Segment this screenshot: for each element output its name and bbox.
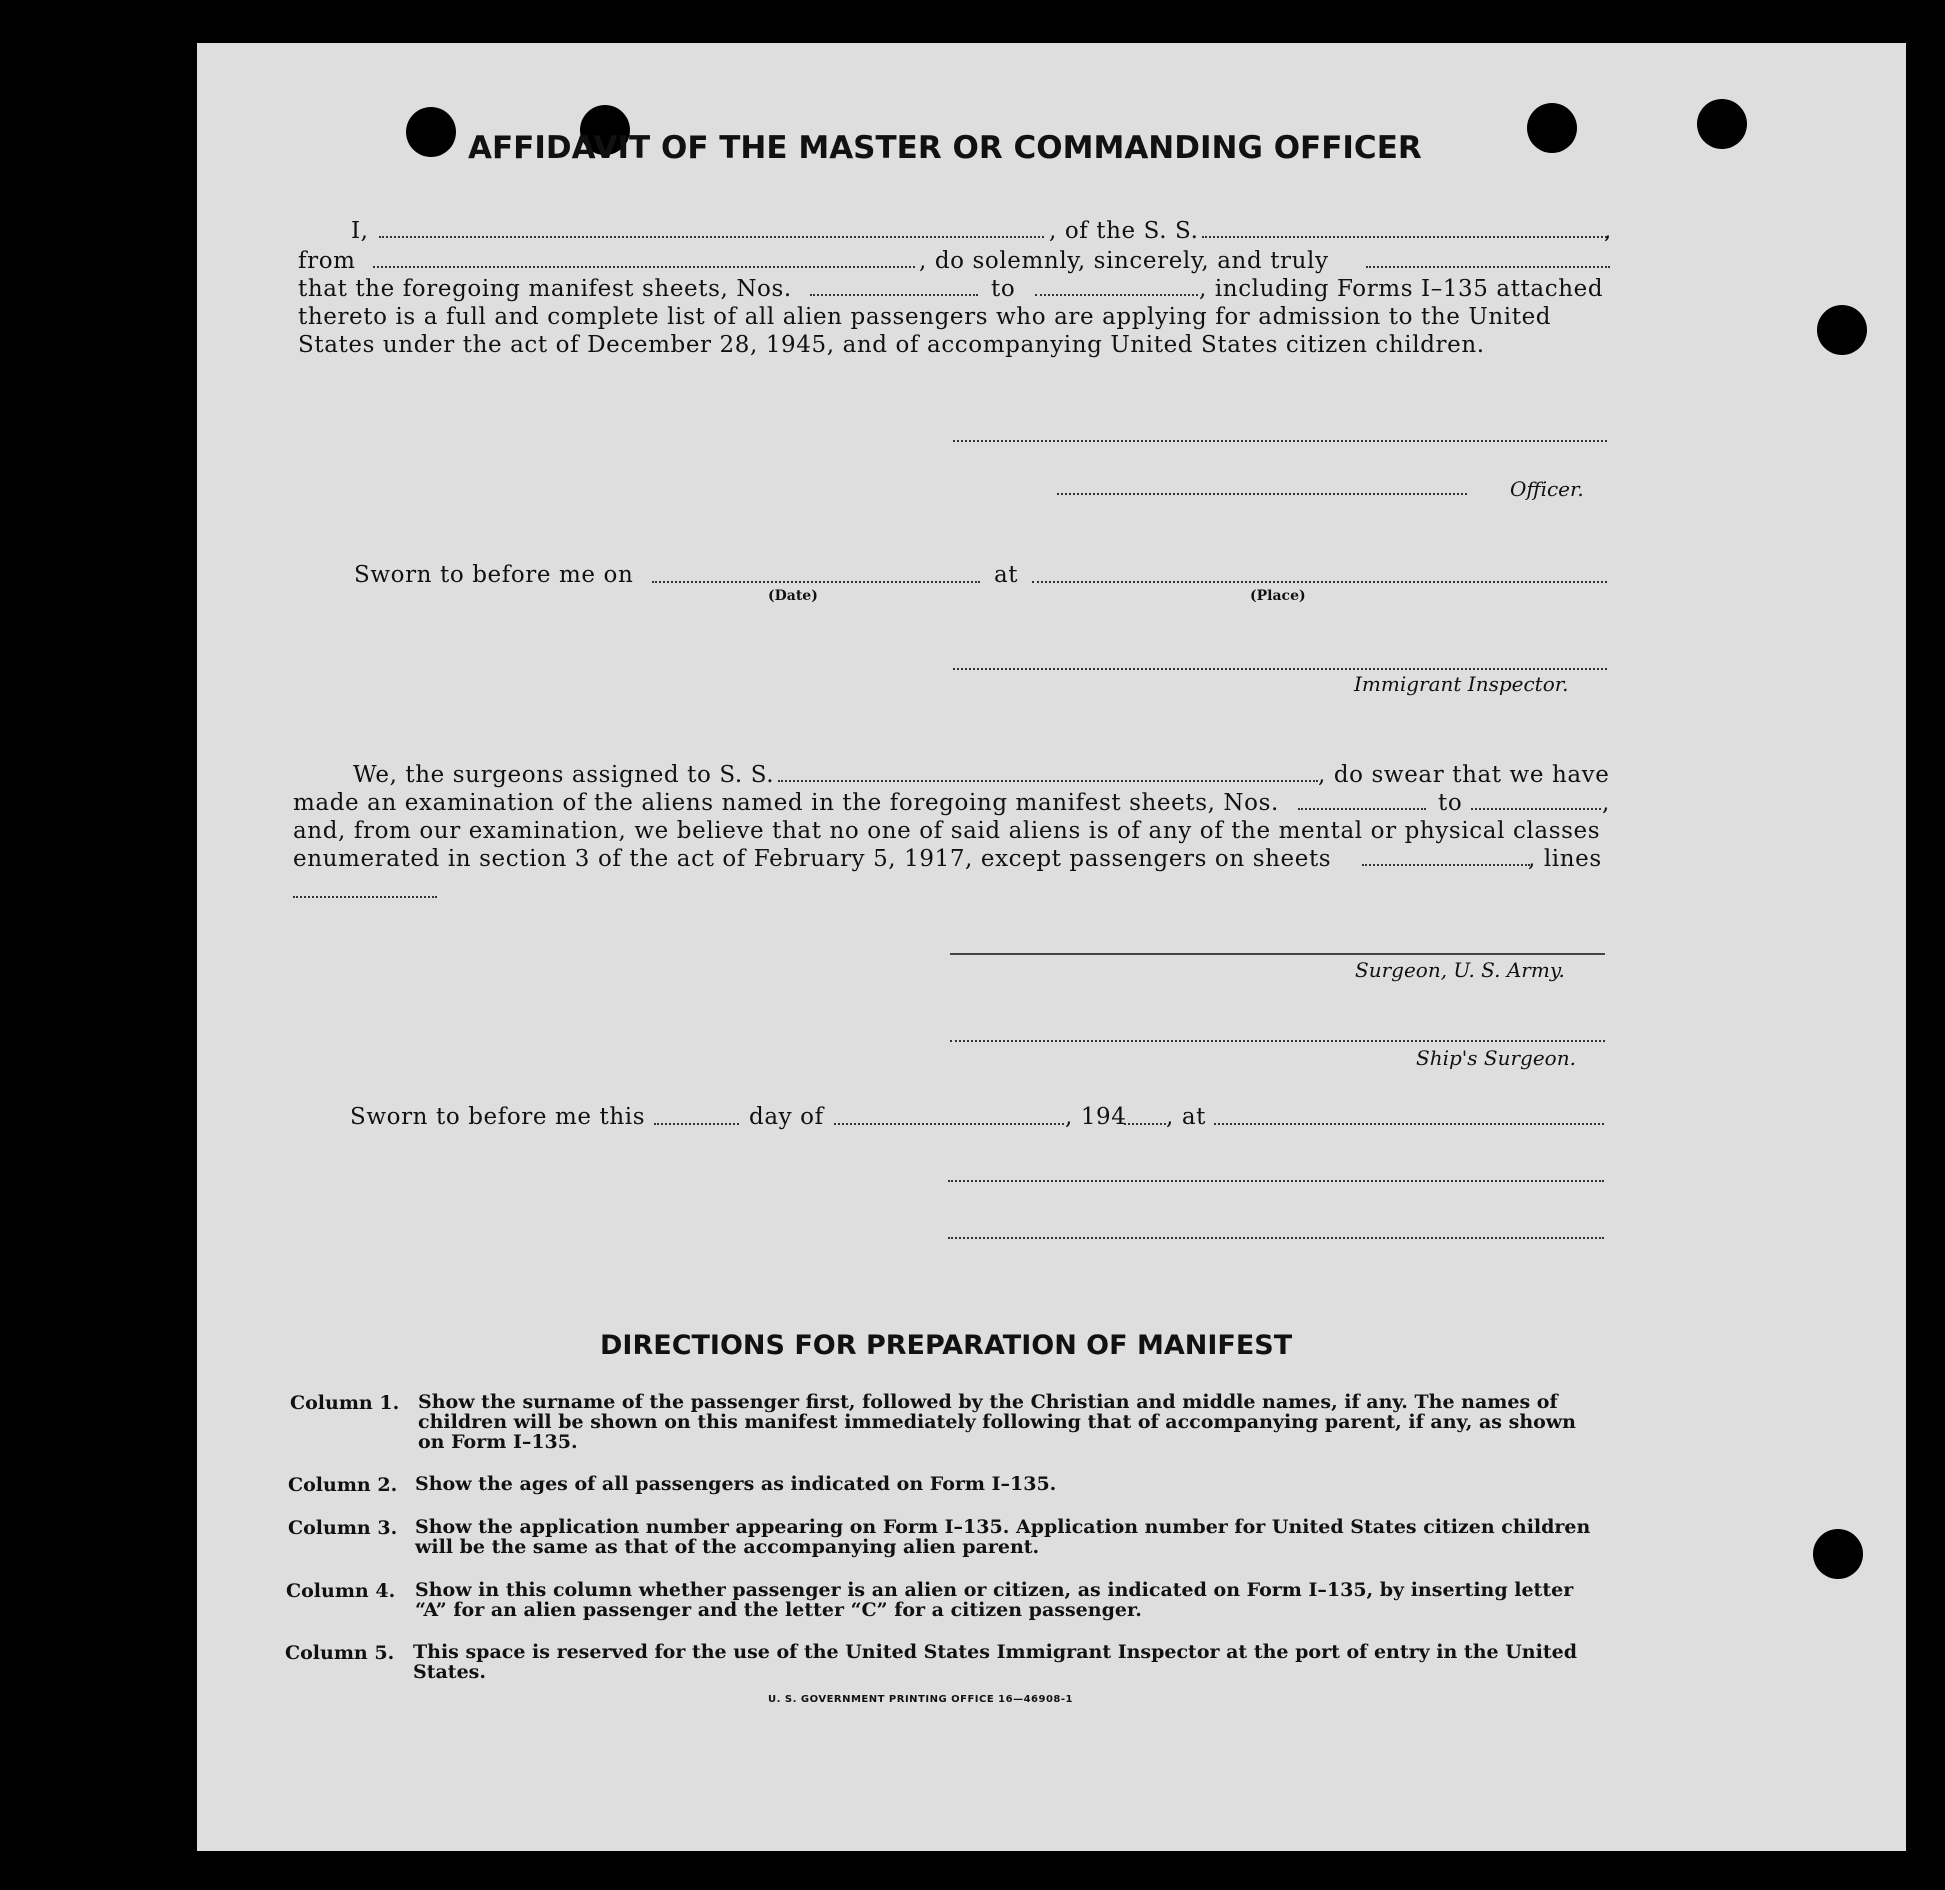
army-surgeon-label: Surgeon, U. S. Army.: [1355, 958, 1565, 982]
comma: ,: [1604, 218, 1612, 244]
sheet-from-field[interactable]: [810, 294, 978, 296]
manifest-nos-label: that the foregoing manifest sheets, Nos.: [298, 276, 792, 302]
surgeons-line-2a: made an examination of the aliens named in the foregoing manifest sheets, Nos.: [293, 790, 1279, 816]
punch-hole: [1817, 305, 1867, 355]
column-2-text: Show the ages of all passengers as indicated on Form I–135.: [415, 1473, 1057, 1495]
from-label: from: [298, 248, 356, 274]
place-caption: (Place): [1250, 588, 1306, 604]
day-of-label: day of: [749, 1104, 824, 1130]
column-3-text: Show the application number appearing on Form I–135. Application number for United States citizen children will be the same as that of the accompanying alien parent.: [415, 1516, 1591, 1558]
column-5-text: This space is reserved for the use of the United States Immigrant Inspector at the port of entry in the United States.: [413, 1641, 1577, 1683]
to-label: to: [991, 276, 1016, 302]
surgeons-line-3: and, from our examination, we believe that no one of said aliens is of any of the mental or physical classes: [293, 818, 1601, 844]
column-2-label: Column 2.: [288, 1474, 398, 1496]
column-4-label: Column 4.: [286, 1580, 396, 1602]
sworn2-place-field[interactable]: [1214, 1123, 1604, 1125]
officer-label: Officer.: [1510, 477, 1584, 501]
officer-title-field[interactable]: [1057, 493, 1467, 495]
lines-label: , lines: [1528, 846, 1602, 872]
except-lines-field[interactable]: [293, 896, 437, 898]
including-label: , including Forms I–135 attached: [1199, 276, 1604, 302]
punch-hole: [1813, 1529, 1863, 1579]
column-1-label: Column 1.: [290, 1392, 400, 1414]
page-title: AFFIDAVIT OF THE MASTER OR COMMANDING OFFICER: [468, 130, 1422, 166]
ship-surgeon-label: Ship's Surgeon.: [1416, 1046, 1576, 1070]
sheet-to-field[interactable]: [1035, 294, 1198, 296]
sworn-date-field[interactable]: [652, 581, 980, 583]
ship-surgeon-signature-field[interactable]: [950, 1040, 1605, 1042]
sworn2-year-field[interactable]: [1124, 1123, 1166, 1125]
inspector-signature-field[interactable]: [953, 668, 1607, 670]
at-label: at: [994, 562, 1019, 588]
affiant-label: I,: [351, 218, 369, 244]
surgeon-sheet-to-field[interactable]: [1471, 808, 1601, 810]
sworn2-signature-field[interactable]: [948, 1180, 1604, 1182]
of-ss-label: , of the S. S.: [1049, 218, 1199, 244]
column-1-text: Show the surname of the passenger first, followed by the Christian and middle names, if any. The names of children will be shown on this manifest immediately following that of accompanying parent, if any, as shown on Form I–135.: [418, 1391, 1576, 1453]
sworn2-month-field[interactable]: [834, 1123, 1064, 1125]
punch-hole: [1527, 103, 1577, 153]
surgeon-sheet-from-field[interactable]: [1298, 808, 1426, 810]
sworn2-at-label: , at: [1166, 1104, 1206, 1130]
inspector-label: Immigrant Inspector.: [1354, 672, 1569, 696]
surgeons-to-label: to: [1438, 790, 1463, 816]
master-signature-field[interactable]: [953, 440, 1607, 442]
solemnly-label: , do solemnly, sincerely, and truly: [919, 248, 1329, 274]
surgeons-line-1a: We, the surgeons assigned to S. S.: [353, 762, 775, 788]
affiant-name-field[interactable]: [379, 236, 1044, 238]
punch-hole: [406, 107, 456, 157]
surgeons-line-1b: , do swear that we have: [1318, 762, 1610, 788]
directions-title: DIRECTIONS FOR PREPARATION OF MANIFEST: [600, 1330, 1293, 1361]
sworn2-day-field[interactable]: [654, 1123, 739, 1125]
sworn2-label: Sworn to before me this: [350, 1104, 646, 1130]
oath-field[interactable]: [1366, 266, 1610, 268]
column-5-label: Column 5.: [285, 1642, 395, 1664]
ship-name-field[interactable]: [1202, 236, 1607, 238]
master-line-5: States under the act of December 28, 1945, and of accompanying United States citizen children.: [298, 332, 1485, 358]
sworn2-title-field[interactable]: [948, 1237, 1604, 1239]
except-sheets-field[interactable]: [1362, 864, 1530, 866]
master-line-4: thereto is a full and complete list of all alien passengers who are applying for admission to the United: [298, 304, 1552, 330]
sworn-place-field[interactable]: [1032, 581, 1607, 583]
from-port-field[interactable]: [373, 266, 915, 268]
army-surgeon-signature-field[interactable]: [950, 953, 1605, 955]
punch-hole: [1697, 99, 1747, 149]
comma: ,: [1602, 790, 1610, 816]
column-3-label: Column 3.: [288, 1517, 398, 1539]
surgeon-ship-field[interactable]: [778, 780, 1318, 782]
sworn-label: Sworn to before me on: [354, 562, 634, 588]
year-prefix: , 194: [1065, 1104, 1127, 1130]
date-caption: (Date): [768, 588, 818, 604]
printer-imprint: U. S. GOVERNMENT PRINTING OFFICE 16—46908-1: [768, 1694, 1073, 1705]
column-4-text: Show in this column whether passenger is an alien or citizen, as indicated on Form I–135, by inserting letter “A” for an alien passenger and the letter “C” for a citizen passenger.: [415, 1579, 1574, 1621]
surgeons-line-4a: enumerated in section 3 of the act of February 5, 1917, except passengers on sheets: [293, 846, 1332, 872]
